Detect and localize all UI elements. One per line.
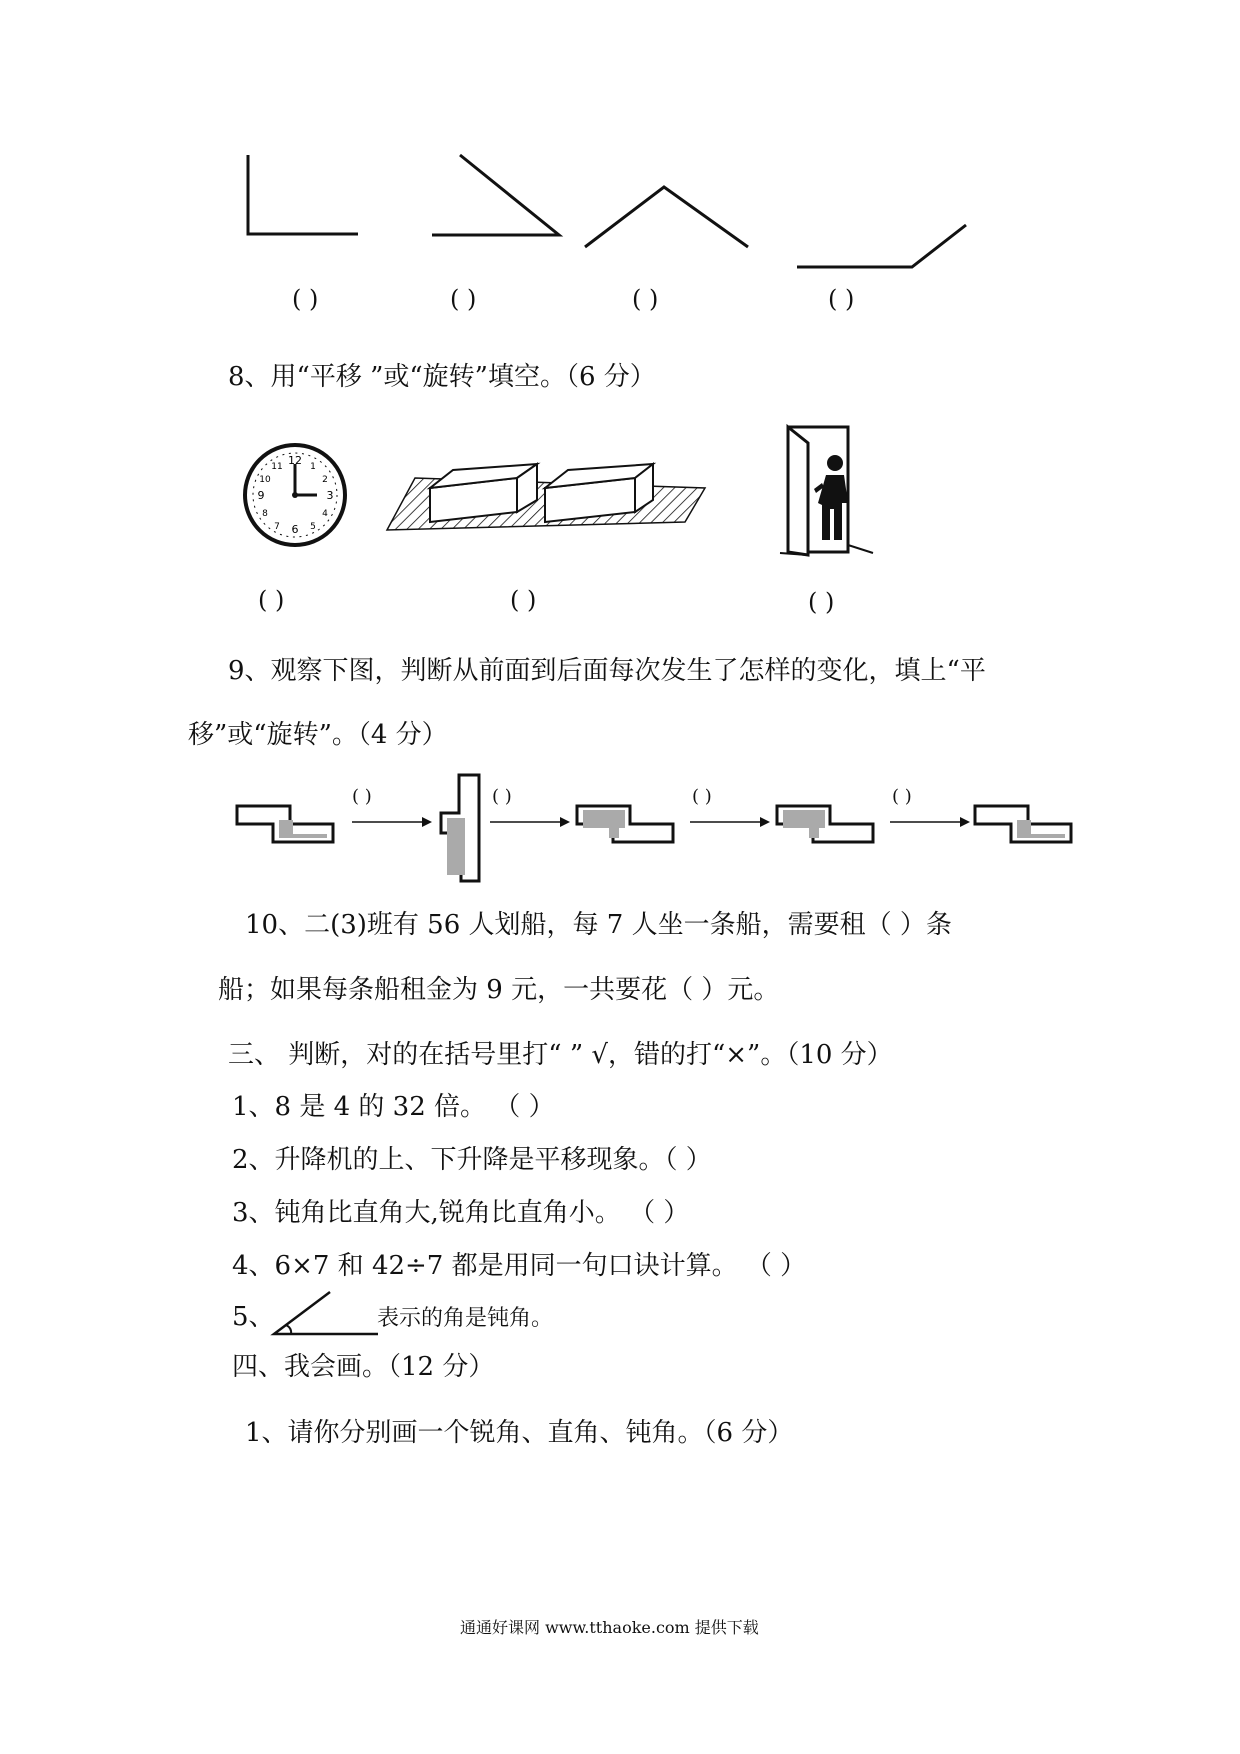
q9-line2: 移”或“旋转”。（4 分） [188,720,448,750]
svg-text:5: 5 [310,522,316,532]
section4-item-1: 1、请你分别画一个锐角、直角、钝角。（6 分） [245,1418,794,1448]
z-shape-icon [235,800,335,845]
arrow-icon [890,815,970,829]
z-shape-icon [575,800,675,845]
section3-heading: 三、 判断，对的在括号里打“ ” √，错的打“×”。（10 分） [228,1040,893,1070]
small-angle-icon [272,1290,382,1340]
svg-text:7: 7 [274,522,280,532]
judge-item-1: 1、8 是 4 的 32 倍。 （ ） [232,1092,555,1122]
z-shape-icon [973,800,1073,845]
q8-text: 8、用“平移 ”或“旋转”填空。（6 分） [228,362,656,392]
footer-credit: 通通好课网 www.tthaoke.com 提供下载 [460,1618,759,1637]
judge-item-5-prefix: 5、 [232,1302,275,1332]
acute-angle-icon [430,180,570,260]
svg-text:2: 2 [322,475,328,485]
q9-arrow-answer-3[interactable]: ( ) [692,786,712,807]
q9-arrow-answer-4[interactable]: ( ) [892,786,912,807]
angle-answer-1[interactable]: ( ) [292,285,319,313]
q8-answer-3[interactable]: ( ) [808,588,835,616]
svg-text:3: 3 [326,489,334,502]
q9-arrow-answer-1[interactable]: ( ) [352,786,372,807]
angle-answer-4[interactable]: ( ) [828,285,855,313]
z-shape-icon [775,800,875,845]
clock-icon [243,440,348,550]
z-shape-icon [435,773,485,883]
arrow-icon [490,815,570,829]
judge-item-3: 3、钝角比直角大,锐角比直角小。 （ ） [232,1198,690,1228]
right-angle-icon [240,150,370,250]
q10-line2: 船；如果每条船租金为 9 元，一共要花（ ）元。 [218,975,780,1005]
section4-heading: 四、我会画。（12 分） [232,1352,495,1382]
angle-answer-3[interactable]: ( ) [632,285,659,313]
arrow-icon [352,815,432,829]
svg-text:11: 11 [271,462,283,472]
svg-text:4: 4 [322,509,328,519]
judge-item-2: 2、升降机的上、下升降是平移现象。（ ） [232,1145,712,1175]
q8-answer-1[interactable]: ( ) [258,586,285,614]
svg-text:9: 9 [257,489,265,502]
svg-text:10: 10 [259,475,271,485]
angle-answer-2[interactable]: ( ) [450,285,477,313]
q9-arrow-answer-2[interactable]: ( ) [492,786,512,807]
q8-answer-2[interactable]: ( ) [510,586,537,614]
q10-line1: 10、二(3)班有 56 人划船，每 7 人坐一条船，需要租（ ）条 [245,910,952,940]
boxes-on-belt-icon [385,460,715,540]
door-figure-icon [778,425,878,560]
arrow-icon [690,815,770,829]
svg-text:6: 6 [291,523,299,536]
reflex-bent-line-icon [795,220,975,280]
judge-item-4: 4、6×7 和 42÷7 都是用同一句口诀计算。 （ ） [232,1251,807,1281]
svg-text:1: 1 [310,462,316,472]
obtuse-angle-icon [580,175,760,255]
svg-text:8: 8 [262,509,268,519]
judge-item-5-suffix: 表示的角是钝角。 [377,1306,554,1331]
svg-text:12: 12 [288,454,302,467]
q9-line1: 9、观察下图，判断从前面到后面每次发生了怎样的变化，填上“平 [228,656,986,686]
